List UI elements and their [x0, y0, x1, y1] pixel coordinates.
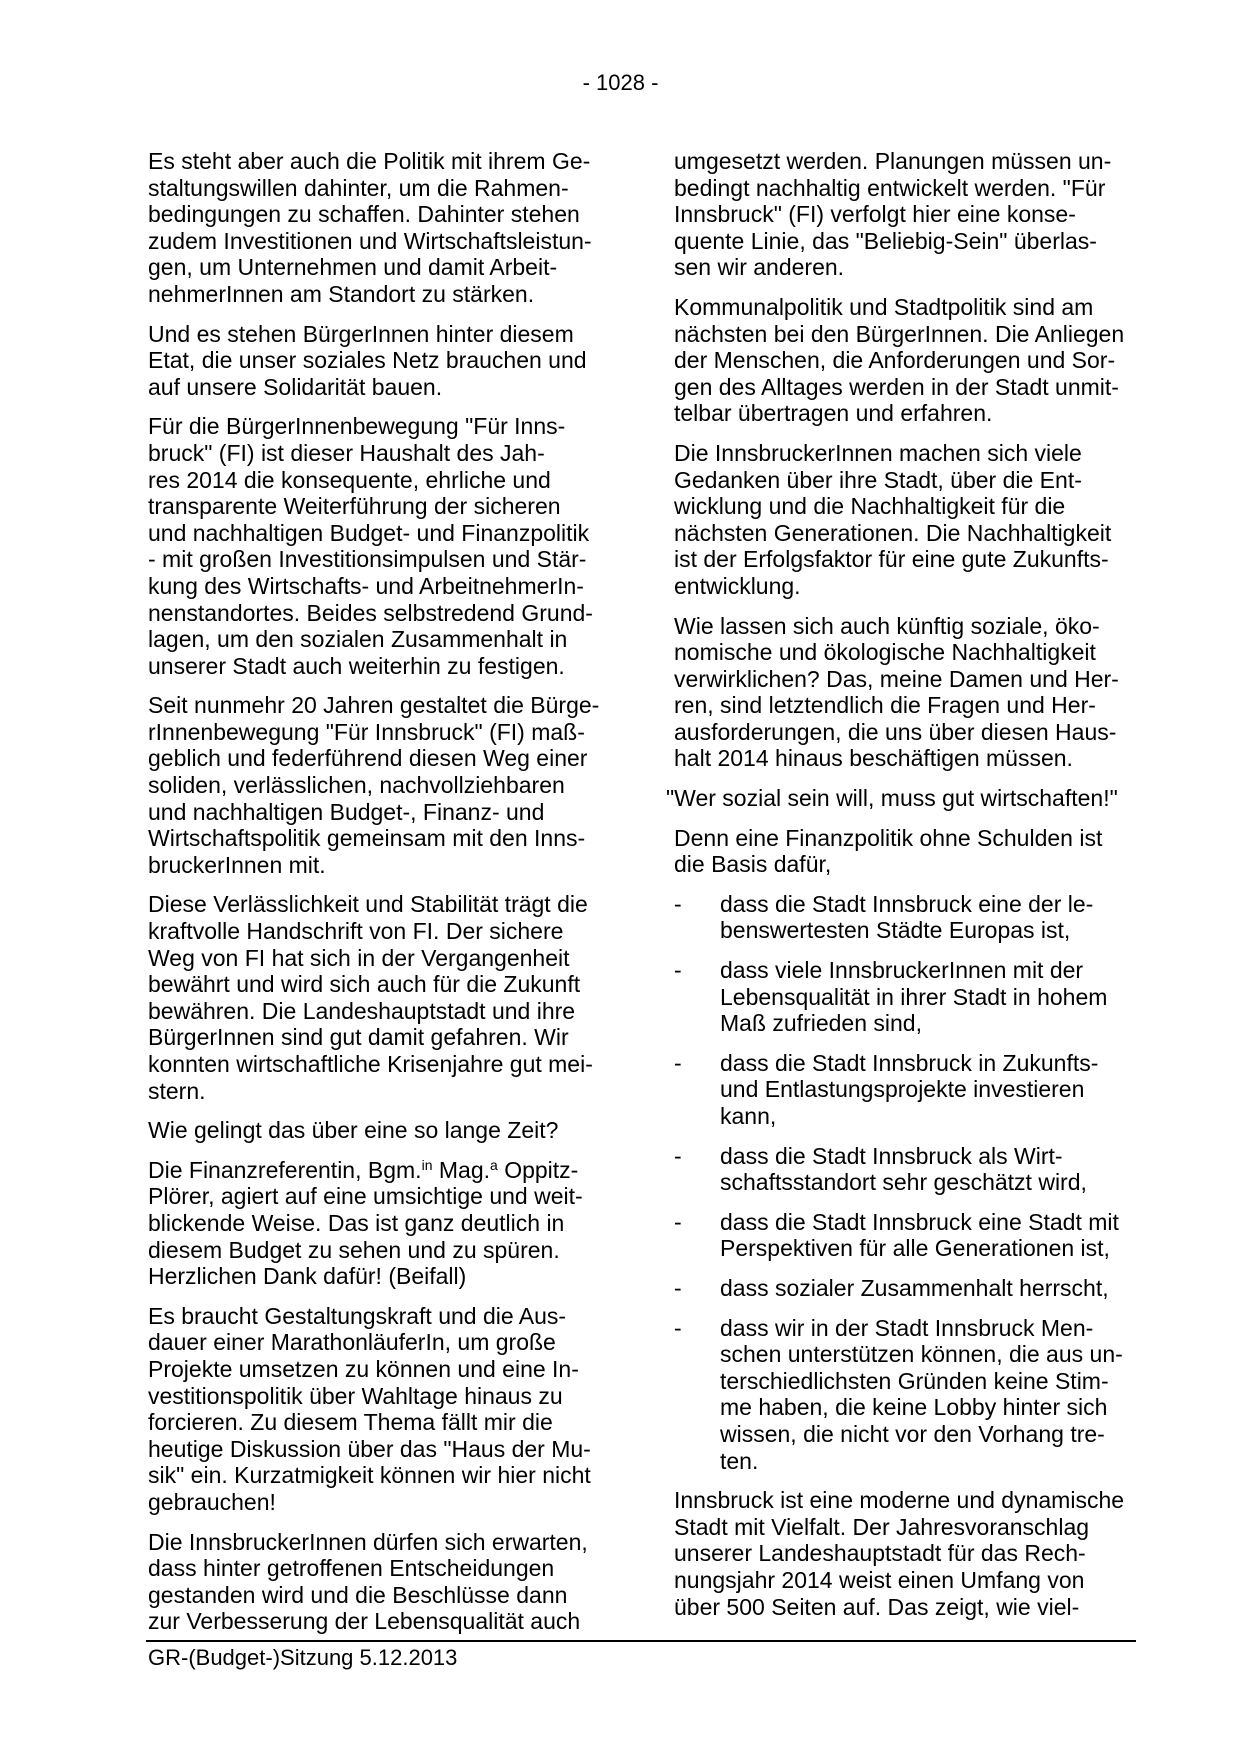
text-line: bewähren. Die Landeshauptstadt und ihre — [148, 997, 576, 1024]
paragraph — [148, 148, 610, 308]
text-line: sik" ein. Kurzatmigkeit können wir hier nicht — [148, 1462, 591, 1489]
paragraph — [148, 891, 610, 1104]
composite-text-line: Die Finanzreferentin, Bgm.$^{in}$ Mag.$^a$ Oppitz- — [148, 1156, 579, 1183]
text-line: kung des Wirtschafts- und ArbeitnehmerIn- — [148, 572, 584, 599]
text-line: Es steht aber auch die Politik mit ihrem Ge- — [148, 148, 591, 174]
text-line: zur Verbesserung der Lebensqualität auch — [148, 1608, 581, 1635]
bullet-item — [674, 1315, 1154, 1475]
paragraph — [148, 1303, 610, 1516]
text-line: Wie lassen sich auch künftig soziale, öko- — [674, 612, 1100, 639]
text-line: dass hinter getroffenen Entscheidungen — [148, 1555, 555, 1582]
bullet-text — [720, 1315, 1154, 1475]
paragraph — [148, 1117, 610, 1144]
text-line: dass sozialer Zusammenhalt herrscht, — [720, 1274, 1109, 1301]
text-line: Perspektiven für alle Generationen ist, — [720, 1235, 1110, 1262]
text-line: nungsjahr 2014 weist einen Umfang von — [674, 1566, 1085, 1593]
text-line: quente Linie, das "Beliebig-Sein" überlas- — [674, 227, 1097, 254]
text-line: nehmerInnen am Standort zu stärken. — [148, 280, 535, 307]
text-line: lagen, um den sozialen Zusammenhalt in — [148, 626, 568, 653]
text-line: Die InnsbruckerInnen machen sich viele — [674, 439, 1082, 466]
bullet-marker: - — [674, 957, 682, 984]
text-line: dass wir in der Stadt Innsbruck Men- — [720, 1314, 1094, 1341]
text-line: Etat, die unser soziales Netz brauchen und — [148, 347, 587, 374]
text-line: BürgerInnen sind gut damit gefahren. Wir — [148, 1024, 569, 1051]
bullet-marker: - — [674, 1274, 682, 1301]
text-line: gen des Alltages werden in der Stadt unmit- — [674, 373, 1119, 400]
text-line: kraftvolle Handschrift von FI. Der sichere — [148, 918, 564, 945]
bullet-text — [720, 891, 1154, 944]
text-line: Innsbruck" (FI) verfolgt hier eine konse- — [674, 201, 1076, 228]
footer-divider — [146, 1640, 1136, 1642]
text-line: ren, sind letztendlich die Fragen und Her- — [674, 692, 1096, 719]
text-line: schaftsstandort sehr geschätzt wird, — [720, 1169, 1087, 1196]
text-line: bruck" (FI) ist dieser Haushalt des Jah- — [148, 439, 545, 466]
text-line: ausforderungen, die uns über diesen Haus- — [674, 718, 1117, 745]
superscript: a — [490, 1156, 498, 1173]
text-line: entwicklung. — [674, 572, 801, 599]
bullet-text — [720, 1050, 1154, 1130]
text-line: forcieren. Zu diesem Thema fällt mir die — [148, 1409, 553, 1436]
text-line: bewährt und wird sich auch für die Zukunft — [148, 971, 581, 998]
text-line: Innsbruck ist eine moderne und dynamische — [674, 1487, 1125, 1514]
text-line: verwirklichen? Das, meine Damen und Her- — [674, 665, 1119, 692]
text-line: telbar übertragen und erfahren. — [674, 400, 993, 427]
bullet-item — [674, 1275, 1154, 1302]
text-line: geblich und federführend diesen Weg einer — [148, 745, 588, 772]
text-line: Stadt mit Vielfalt. Der Jahresvoranschlag — [674, 1513, 1090, 1540]
paragraph — [148, 692, 610, 878]
text-line: staltungswillen dahinter, um die Rahmen- — [148, 174, 569, 201]
text-line: nächsten bei den BürgerInnen. Die Anliegen — [674, 320, 1125, 347]
text-line: die Basis dafür, — [674, 851, 832, 878]
text-line: schen unterstützen können, die aus un- — [720, 1341, 1123, 1368]
text-line: gebrauchen! — [148, 1488, 276, 1515]
paragraph — [674, 1487, 1154, 1620]
text-line: vestitionspolitik über Wahltage hinaus zu — [148, 1382, 563, 1409]
text-line: sen wir anderen. — [674, 254, 845, 281]
right-column — [666, 148, 1154, 1633]
text-line: Seit nunmehr 20 Jahren gestaltet die Bürge- — [148, 692, 600, 719]
text-line: nenstandortes. Beides selbstredend Grund- — [148, 599, 593, 626]
text-line: Herzlichen Dank dafür! (Beifall) — [148, 1263, 467, 1290]
bullet-item — [674, 957, 1154, 1037]
text-line: me haben, die keine Lobby hinter sich — [720, 1394, 1108, 1421]
text-line: diesem Budget zu sehen und zu spüren. — [148, 1236, 560, 1263]
paragraph — [148, 1529, 610, 1635]
text-line: - mit großen Investitionsimpulsen und Stär- — [148, 546, 587, 573]
text-line: dass die Stadt Innsbruck eine der le- — [720, 890, 1094, 917]
text-line: ten. — [720, 1447, 759, 1474]
quote-paragraph — [666, 785, 1154, 812]
bullet-text — [720, 957, 1154, 1037]
text-line: über 500 Seiten auf. Das zeigt, wie viel- — [674, 1593, 1080, 1620]
text-line: Kommunalpolitik und Stadtpolitik sind am — [674, 293, 1094, 320]
paragraph — [148, 321, 610, 401]
text-line: rInnenbewegung "Für Innsbruck" (FI) maß- — [148, 718, 585, 745]
superscript: in — [421, 1156, 433, 1173]
paragraph — [148, 1157, 610, 1290]
text-line: dass die Stadt Innsbruck in Zukunfts- — [720, 1049, 1099, 1076]
text-line: unserer Stadt auch weiterhin zu festigen. — [148, 652, 565, 679]
text-line: dass die Stadt Innsbruck eine Stadt mit — [720, 1208, 1119, 1235]
paragraph — [674, 825, 1154, 878]
paragraph — [674, 294, 1154, 427]
paragraph — [148, 413, 610, 679]
text-line: Wirtschaftspolitik gemeinsam mit den Inns- — [148, 825, 586, 852]
bullet-item — [674, 1143, 1154, 1196]
text-line: blickende Weise. Das ist ganz deutlich in — [148, 1209, 565, 1236]
text-line: halt 2014 hinaus beschäftigen müssen. — [674, 745, 1073, 772]
text-line: heutige Diskussion über das "Haus der Mu- — [148, 1435, 591, 1462]
text-line: und Entlastungsprojekte investieren — [720, 1076, 1085, 1103]
text-line: Maß zufrieden sind, — [720, 1010, 922, 1037]
text-line: dass die Stadt Innsbruck als Wirt- — [720, 1142, 1063, 1169]
bullet-list — [674, 891, 1154, 1474]
text-line: Für die BürgerInnenbewegung "Für Inns- — [148, 413, 566, 440]
text-line: dauer einer MarathonläuferIn, um große — [148, 1329, 556, 1356]
text-line: umgesetzt werden. Planungen müssen un- — [674, 148, 1112, 174]
text-line: nächsten Generationen. Die Nachhaltigkeit — [674, 519, 1112, 546]
text-line: Es braucht Gestaltungskraft und die Aus- — [148, 1302, 567, 1329]
bullet-marker: - — [674, 890, 682, 917]
left-column — [148, 148, 610, 1648]
bullet-item — [674, 1209, 1154, 1262]
bullet-item — [674, 891, 1154, 944]
text-line: bruckerInnen mit. — [148, 851, 326, 878]
text-line: wissen, die nicht vor den Vorhang tre- — [720, 1420, 1105, 1447]
text-line: und nachhaltigen Budget-, Finanz- und — [148, 798, 545, 825]
text-line: kann, — [720, 1103, 777, 1129]
text-line: ist der Erfolgsfaktor für eine gute Zukunfts- — [674, 546, 1109, 573]
text-line: nomische und ökologische Nachhaltigkeit — [674, 639, 1096, 666]
text-line: terschiedlichsten Gründen keine Stim- — [720, 1367, 1109, 1394]
bullet-marker: - — [674, 1049, 682, 1076]
page-number: - 1028 - — [582, 70, 659, 95]
text-line: und nachhaltigen Budget- und Finanzpolitik — [148, 519, 590, 546]
text-line: Und es stehen BürgerInnen hinter diesem — [148, 320, 574, 347]
text-line: Lebensqualität in ihrer Stadt in hohem — [720, 983, 1108, 1010]
text-line: gestanden wird und die Beschlüsse dann — [148, 1581, 568, 1608]
text-line: wicklung und die Nachhaltigkeit für die — [674, 493, 1066, 520]
text-line: transparente Weiterführung der sicheren — [148, 493, 561, 520]
text-line: Die InnsbruckerInnen dürfen sich erwarten, — [148, 1528, 588, 1555]
text-line: gen, um Unternehmen und damit Arbeit- — [148, 254, 558, 281]
footer-text: GR-(Budget-)Sitzung 5.12.2013 — [148, 1645, 458, 1670]
bullet-text — [720, 1275, 1154, 1302]
text-line: res 2014 die konsequente, ehrliche und — [148, 466, 551, 493]
text-line: Gedanken über ihre Stadt, über die Ent- — [674, 466, 1082, 493]
bullet-marker: - — [674, 1142, 682, 1169]
text-line: soliden, verlässlichen, nachvollziehbaren — [148, 772, 565, 799]
bullet-text — [720, 1143, 1154, 1196]
text-line: auf unsere Solidarität bauen. — [148, 373, 443, 400]
text-line: benswertesten Städte Europas ist, — [720, 917, 1071, 944]
text-line: Denn eine Finanzpolitik ohne Schulden ist — [674, 824, 1103, 851]
text-line: "Wer sozial sein will, muss gut wirtschaften!" — [666, 785, 1118, 812]
paragraph — [674, 148, 1154, 281]
text-line: stern. — [148, 1077, 206, 1104]
text-line: Weg von FI hat sich in der Vergangenheit — [148, 944, 570, 971]
bullet-text — [720, 1209, 1154, 1262]
text-line: Plörer, agiert auf eine umsichtige und weit- — [148, 1183, 583, 1210]
text-line: zudem Investitionen und Wirtschaftsleistun- — [148, 227, 592, 254]
text-line: der Menschen, die Anforderungen und Sor- — [674, 347, 1116, 374]
bullet-marker: - — [674, 1208, 682, 1235]
text-line: bedingt nachhaltig entwickelt werden. "Für — [674, 174, 1106, 201]
text-line: bedingungen zu schaffen. Dahinter stehen — [148, 201, 580, 228]
text-line: Projekte umsetzen zu können und eine In- — [148, 1355, 579, 1382]
text-line: Wie gelingt das über eine so lange Zeit? — [148, 1117, 559, 1144]
text-line: dass viele InnsbruckerInnen mit der — [720, 957, 1084, 984]
paragraph — [674, 440, 1154, 600]
bullet-marker: - — [674, 1314, 682, 1341]
text-line: unserer Landeshauptstadt für das Rech- — [674, 1540, 1086, 1567]
bullet-item — [674, 1050, 1154, 1130]
text-line: Diese Verlässlichkeit und Stabilität trägt die — [148, 891, 588, 918]
text-line: konnten wirtschaftliche Krisenjahre gut mei- — [148, 1051, 593, 1077]
paragraph — [674, 613, 1154, 773]
